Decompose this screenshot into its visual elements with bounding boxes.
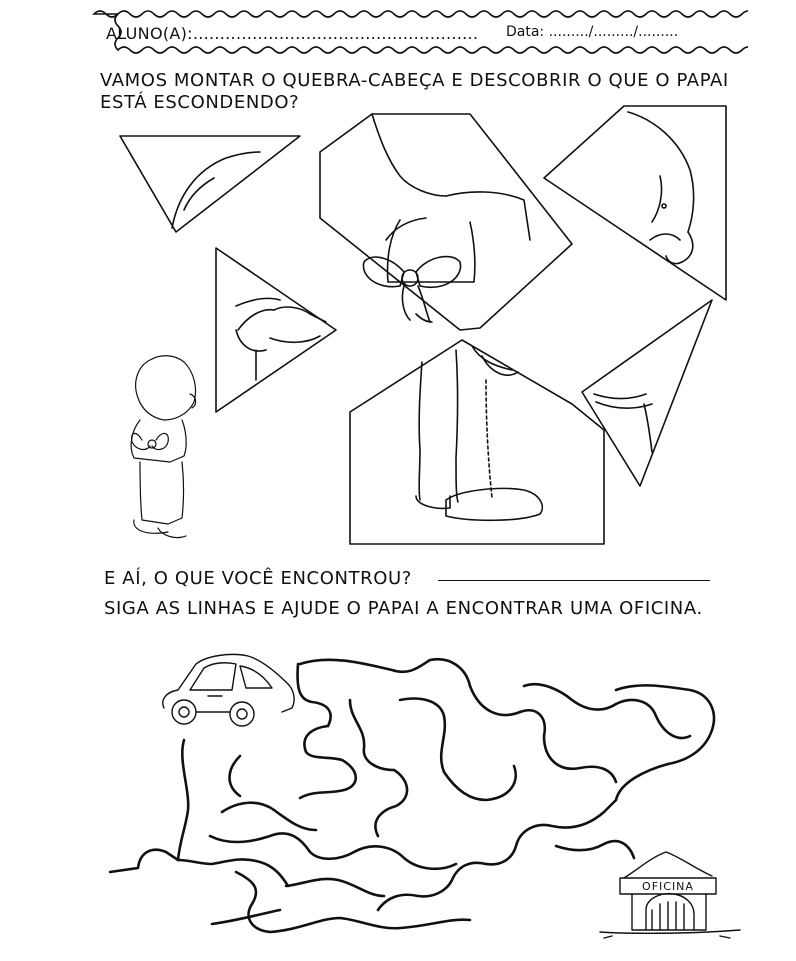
question-text: E AÍ, O QUE VOCÊ ENCONTROU? [104,568,412,589]
workshop-sign: OFICINA [642,880,694,893]
car-icon[interactable] [163,654,294,726]
student-name-label: ALUNO(A):..................................................... [106,24,479,43]
puzzle-instruction-line1: VAMOS MONTAR O QUEBRA-CABEÇA E DESCOBRIR O QUE O PAPAI [100,70,729,91]
maze-instruction: SIGA AS LINHAS E AJUDE O PAPAI A ENCONTRAR UMA OFICINA. [104,598,703,619]
maze-paths[interactable] [110,659,714,932]
puzzle-instruction-line2: ESTÁ ESCONDENDO? [100,92,300,113]
workshop-icon[interactable] [600,852,740,938]
date-label: Data: ........./........./......... [506,24,679,40]
